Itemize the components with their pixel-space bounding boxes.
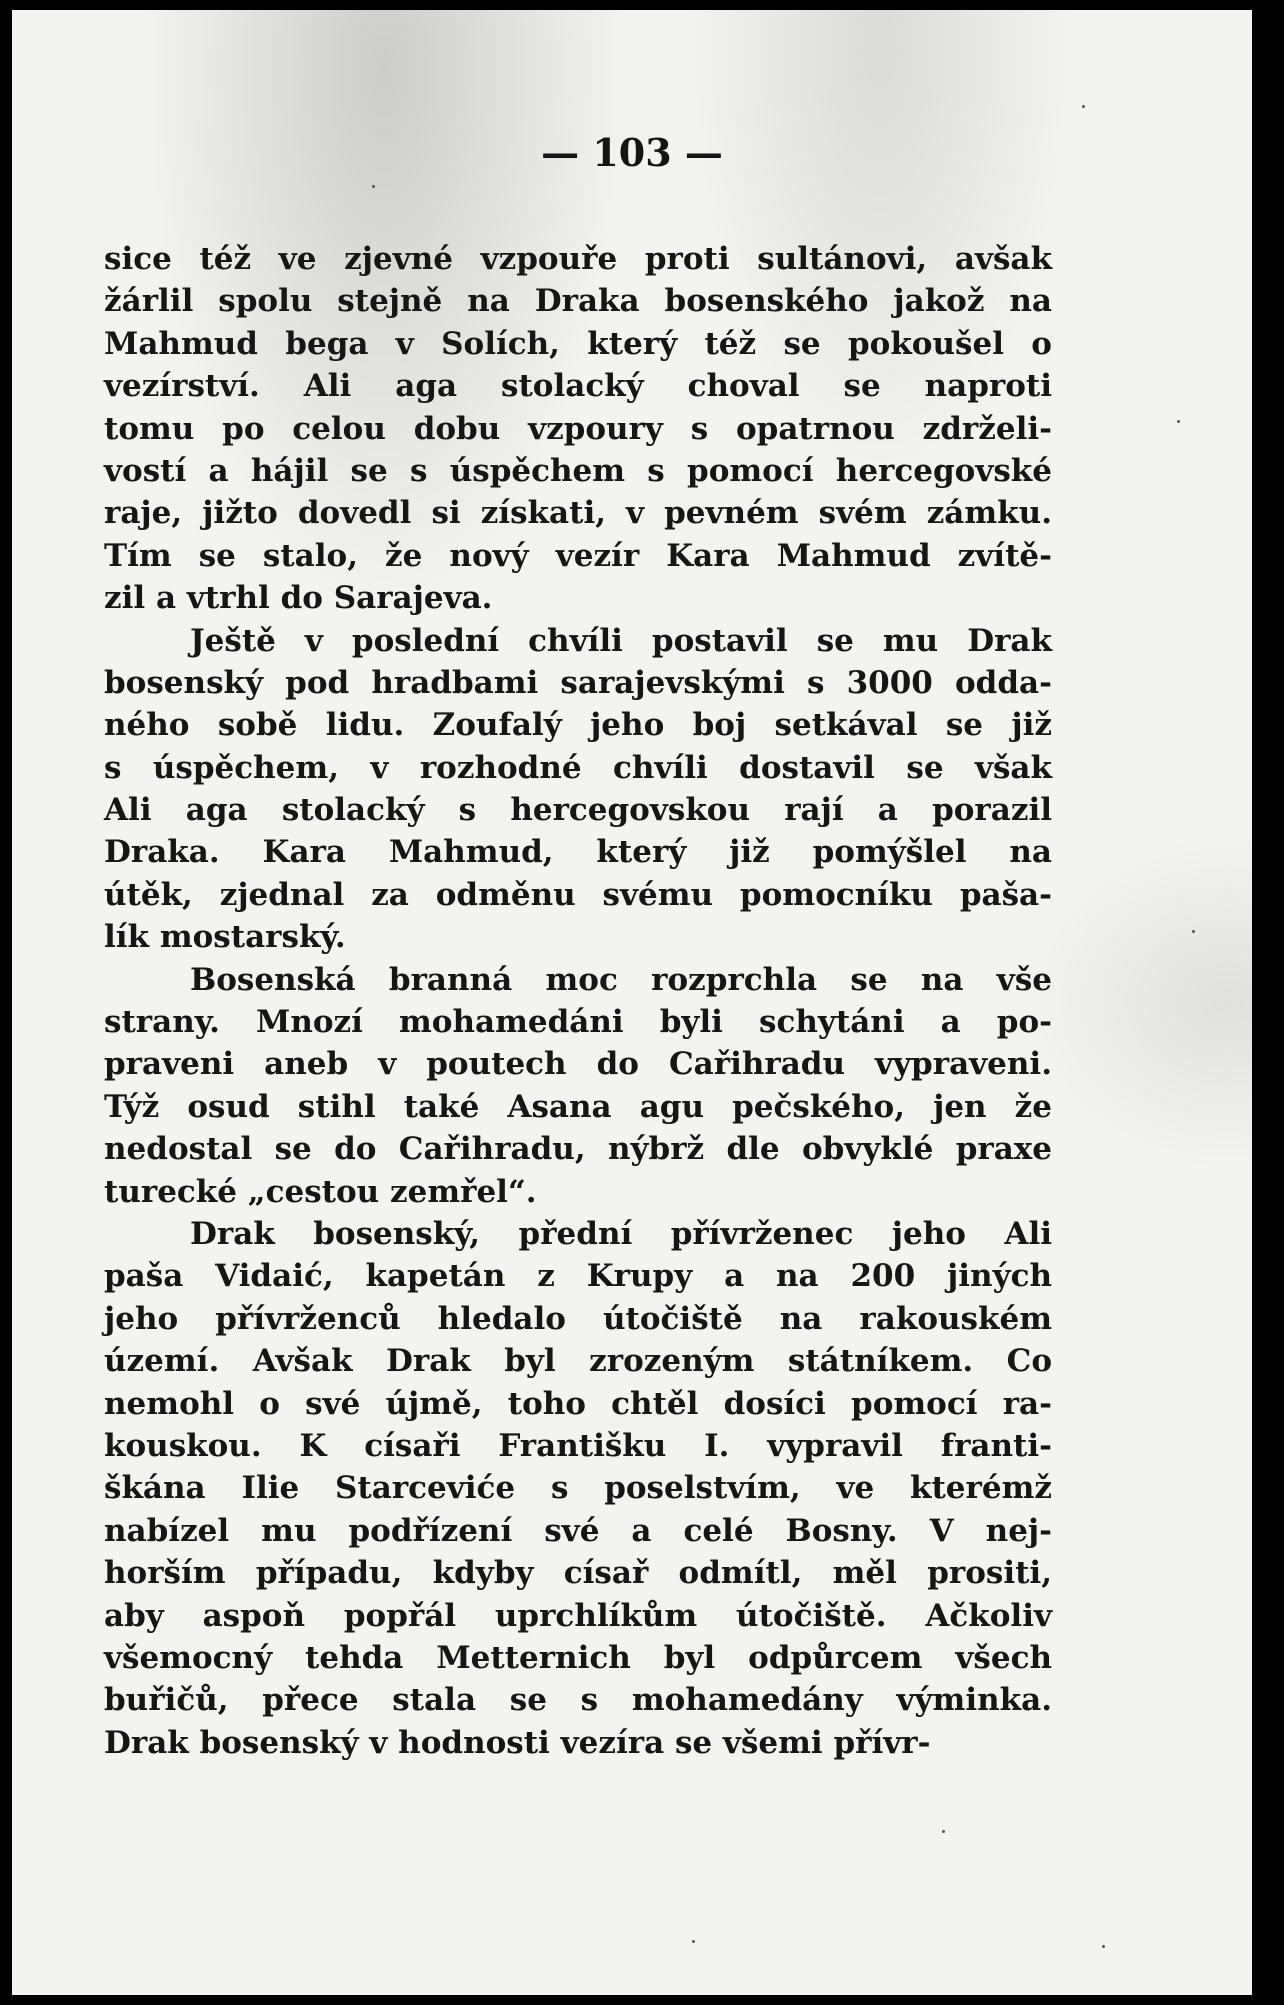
paper-speck bbox=[692, 1940, 695, 1943]
text-line: území. Avšak Drak byl zrozeným státníkem. Co bbox=[104, 1343, 1052, 1380]
text-line: nabízel mu podřízení své a celé Bosny. V nej- bbox=[104, 1512, 1052, 1549]
text-line: paša Vidaić, kapetán z Krupy a na 200 jiných bbox=[104, 1258, 1052, 1295]
text-line: útěk, zjednal za odměnu svému pomocníku paša- bbox=[104, 876, 1052, 913]
text-line: nemohl o své újmě, toho chtěl dosíci pomocí ra- bbox=[104, 1385, 1052, 1422]
text-line: nedostal se do Cařihradu, nýbrž dle obvyklé praxe bbox=[104, 1131, 1052, 1168]
text-line: Draka. Kara Mahmud, který již pomýšlel na bbox=[104, 834, 1052, 871]
text-line: turecké „cestou zemřel“. bbox=[104, 1173, 537, 1210]
text-line: zil a vtrhl do Sarajeva. bbox=[104, 580, 493, 617]
text-line: raje, jižto dovedl si získati, v pevném svém zámku. bbox=[104, 495, 1052, 532]
paper-speck bbox=[1177, 420, 1180, 423]
text-line: aby aspoň popřál uprchlíkům útočiště. Ačkoliv bbox=[104, 1597, 1052, 1634]
book-page bbox=[12, 10, 1252, 1995]
text-line: škána Ilie Starceviće s poselstvím, ve kterémž bbox=[104, 1470, 1052, 1507]
text-line: Bosenská branná moc rozprchla se na vše bbox=[190, 961, 1052, 998]
text-line: Drak bosenský v hodnosti vezíra se všemi přívr- bbox=[104, 1724, 931, 1761]
text-line: lík mostarský. bbox=[104, 919, 346, 956]
text-line: vostí a hájil se s úspěchem s pomocí hercegovské bbox=[104, 452, 1052, 489]
text-line: jeho přívrženců hledalo útočiště na rakouském bbox=[104, 1300, 1052, 1337]
text-line: horším případu, kdyby císař odmítl, měl prositi, bbox=[104, 1555, 1052, 1592]
text-line: Drak bosenský, přední přívrženec jeho Ali bbox=[190, 1215, 1052, 1252]
text-line: všemocný tehda Metternich byl odpůrcem všech bbox=[104, 1639, 1052, 1676]
text-line: kouskou. K císaři Františku I. vypravil franti- bbox=[104, 1427, 1052, 1464]
page-number: — 103 — bbox=[541, 130, 723, 175]
text-line: s úspěchem, v rozhodné chvíli dostavil se však bbox=[104, 749, 1052, 786]
text-line: bosenský pod hradbami sarajevskými s 3000 odda- bbox=[104, 664, 1052, 701]
text-line: praveni aneb v poutech do Cařihradu vypraveni. bbox=[104, 1046, 1052, 1083]
text-line: strany. Mnozí mohamedáni byli schytáni a po- bbox=[104, 1004, 1052, 1041]
paper-speck bbox=[372, 185, 375, 188]
text-line: tomu po celou dobu vzpoury s opatrnou zdrželi- bbox=[104, 410, 1052, 447]
paper-speck bbox=[1102, 1945, 1105, 1948]
text-line: Mahmud bega v Solích, který též se pokoušel o bbox=[104, 325, 1052, 362]
text-line: Ještě v poslední chvíli postavil se mu Drak bbox=[190, 622, 1052, 659]
text-line: Ali aga stolacký s hercegovskou rají a porazil bbox=[104, 792, 1052, 829]
paper-speck bbox=[1082, 105, 1085, 108]
text-line: Týž osud stihl také Asana agu pečského, jen že bbox=[104, 1088, 1052, 1125]
text-line: Tím se stalo, že nový vezír Kara Mahmud zvítě- bbox=[104, 537, 1052, 574]
text-line: žárlil spolu stejně na Draka bosenského jakož na bbox=[104, 283, 1052, 320]
body-text bbox=[104, 238, 1052, 1764]
text-line: sice též ve zjevné vzpouře proti sultánovi, avšak bbox=[104, 241, 1052, 277]
paper-speck bbox=[942, 1830, 945, 1833]
text-line: buřičů, přece stala se s mohamedány výminka. bbox=[104, 1682, 1052, 1719]
paper-speck bbox=[1192, 930, 1195, 933]
text-line: ného sobě lidu. Zoufalý jeho boj setkával se již bbox=[104, 707, 1052, 744]
text-line: vezírství. Ali aga stolacký choval se naproti bbox=[104, 368, 1052, 405]
